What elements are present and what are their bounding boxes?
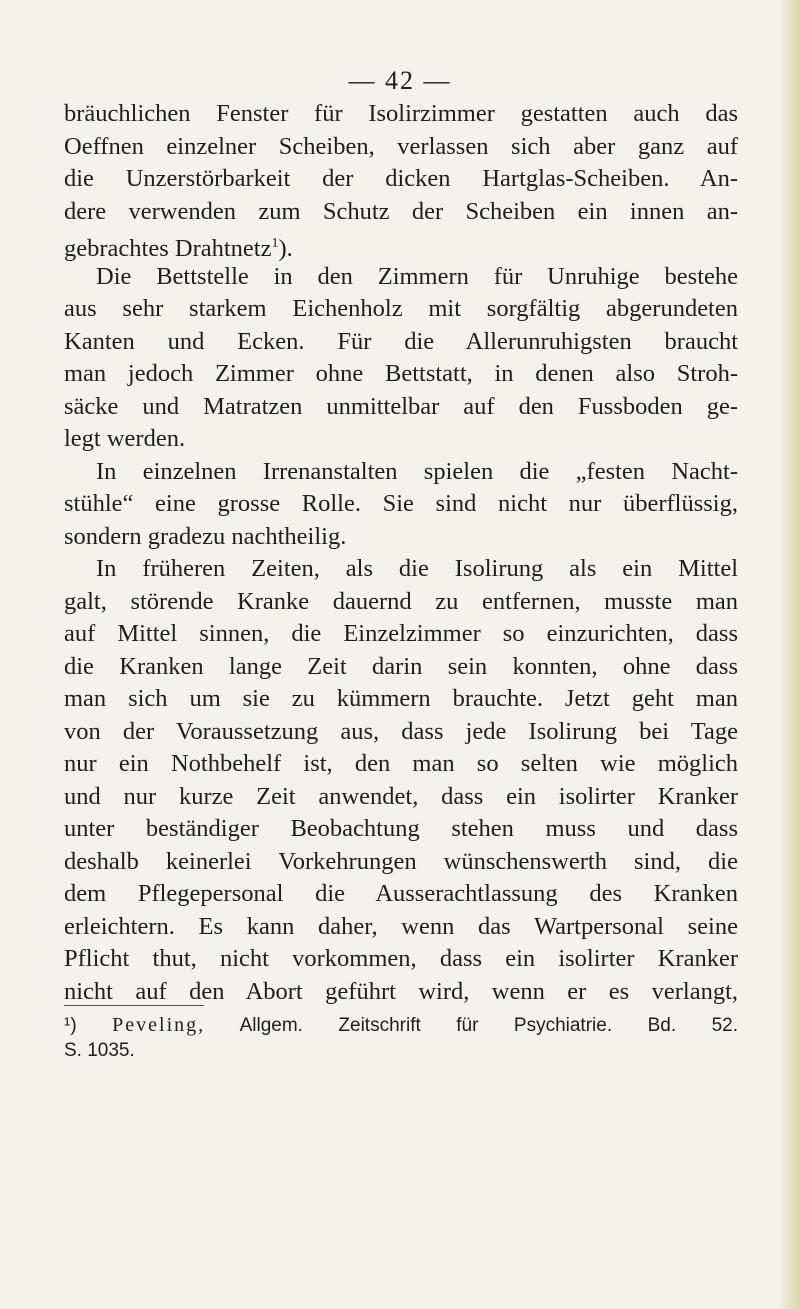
text-line [64,488,738,521]
text-line-content: die Unzerstörbarkeit der dicken Hartglas-Scheiben. An- [64,165,738,192]
text-line-content: unter beständiger Beobachtung stehen muss und dass [64,815,738,842]
text-line-content: galt, störende Kranke dauernd zu entfernen, musste man [64,587,738,615]
text-line-content: In einzelnen Irrenanstalten spielen die „festen Nacht- [96,457,738,485]
text-line-content: erleichtern. Es kann daher, wenn das Wartpersonal seine [64,912,738,940]
text-line-content: und nur kurze Zeit anwendet, dass ein isolirter Kranker [64,782,738,810]
text-line [64,228,738,261]
text-line [64,131,738,164]
text-line [64,878,738,911]
text-line [64,553,738,586]
text-line [64,456,738,489]
text-line [64,391,738,424]
footnote-source: Allgem. Zeitschrift für Psychiatrie. Bd. 52. [239,1015,738,1036]
footnote-line-1 [64,1012,738,1038]
text-line-content: aus sehr starkem Eichenholz mit sorgfältig abgerundeten [64,295,738,322]
text-line-content: deshalb keinerlei Vorkehrungen wünschenswerth sind, die [64,847,738,875]
text-line [64,586,738,619]
text-line-content: sondern gradezu nachtheilig. [64,522,347,550]
text-line-content: legt werden. [64,425,186,452]
text-line-content: dere verwenden zum Schutz der Scheiben ein innen an- [64,197,738,225]
text-line [64,293,738,326]
text-line-content: gebrachtes Drahtnetz [64,235,272,262]
text-line [64,196,738,229]
footnote-line-2: S. 1035. [64,1040,135,1061]
text-line-content: nur ein Nothbehelf ist, den man so selten wie möglich [64,750,738,777]
text-line-content: Pflicht thut, nicht vorkommen, dass ein isolirter Kranker [64,945,738,972]
page-number: — 42 — [348,66,452,95]
text-line [64,618,738,651]
text-line [64,261,738,294]
text-line-content: die Kranken lange Zeit darin sein konnten, ohne dass [64,652,738,680]
text-line [64,748,738,781]
text-line [64,911,738,944]
text-line [64,846,738,879]
text-line [64,358,738,391]
body-text [64,98,738,1008]
page-edge-shadow [778,0,800,1309]
text-line [64,976,738,1009]
text-line-content: Kanten und Ecken. Für die Allerunruhigsten braucht [64,327,738,355]
text-line-content: Oeffnen einzelner Scheiben, verlassen sich aber ganz auf [64,132,738,160]
text-line [64,163,738,196]
footnote-reference: 1 [271,236,279,251]
text-line-content: nicht auf den Abort geführt wird, wenn er es verlangt, [64,977,738,1005]
text-line-content: In früheren Zeiten, als die Isolirung als ein Mittel [96,555,738,582]
text-line-content: bräuchlichen Fenster für Isolirzimmer gestatten auch das [64,100,738,127]
text-line [64,943,738,976]
text-line-content: auf Mittel sinnen, die Einzelzimmer so einzurichten, dass [64,620,738,647]
text-line-suffix: ). [278,235,293,262]
footnote-author: Peveling, [112,1014,206,1036]
text-line [64,423,738,456]
text-line [64,651,738,684]
text-line [64,813,738,846]
text-line-content: von der Voraussetzung aus, dass jede Isolirung bei Tage [64,717,738,745]
text-line [64,98,738,131]
text-line [64,781,738,814]
footnote-marker: ¹) [64,1015,77,1036]
text-line-content: man sich um sie zu kümmern brauchte. Jetzt geht man [64,685,738,712]
text-line [64,683,738,716]
text-line-content: säcke und Matratzen unmittelbar auf den Fussboden ge- [64,392,738,420]
text-line-content: dem Pflegepersonal die Ausserachtlassung des Kranken [64,880,738,907]
text-line-content: stühle“ eine grosse Rolle. Sie sind nicht nur überflüssig, [64,490,738,517]
text-line-content: Die Bettstelle in den Zimmern für Unruhige bestehe [96,262,738,290]
text-line [64,326,738,359]
footnote-rule [64,1005,204,1006]
text-line [64,521,738,554]
text-line-content: man jedoch Zimmer ohne Bettstatt, in denen also Stroh- [64,360,738,387]
text-line [64,716,738,749]
footnotes [64,1012,738,1064]
